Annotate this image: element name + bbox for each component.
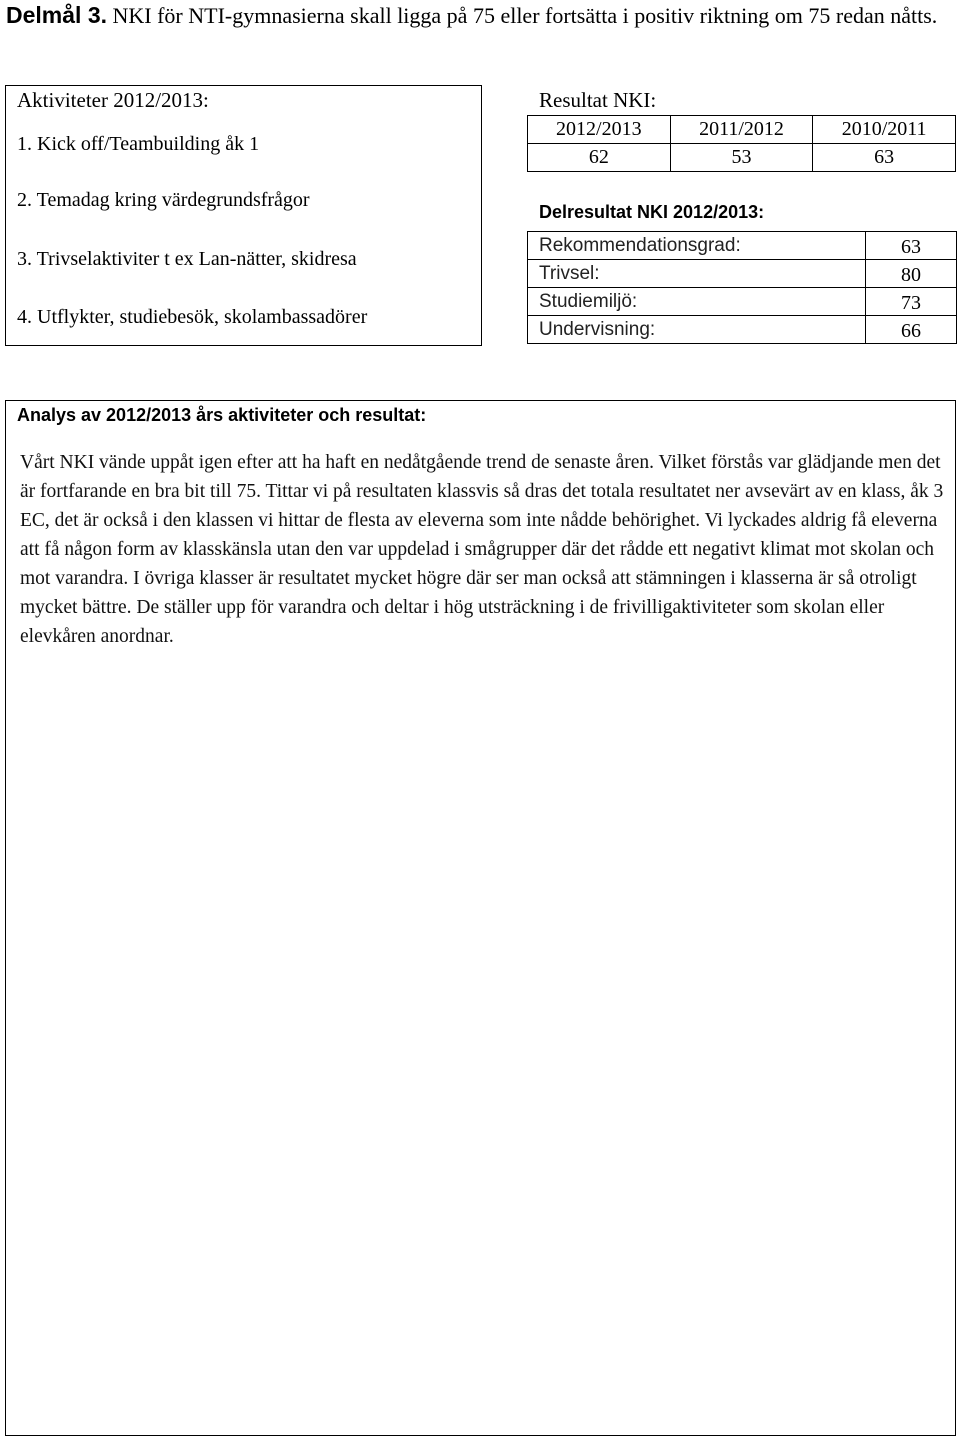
analysis-body: Vårt NKI vände uppåt igen efter att ha haft en nedåtgående trend de senaste åren. Vilket förstås var glädjande men det är fortfarande en bra bit till 75. Tittar vi på resultaten klassvis så dras det totala resultatet ner avsevärt av en klass, åk 3 EC, det är också i den klassen vi hittar de flesta av eleverna som inte nådde behörighet. Vi lyckades aldrig få eleverna att få någon form av klasskänsla utan den var uppdelad i smågrupper där det rådde ett negativt klimat mot skolan och mot varandra. I övriga klasser är resultatet mycket högre där ser man också att stämningen i klasserna är så otroligt mycket bättre. De ställer upp för varandra och deltar i hög utsträckning i de frivilligaktiviteter som skolan eller elevkåren anordnar. [20,452,944,647]
activity-item: 1. Kick off/Teambuilding åk 1 [17,133,260,155]
delresultat-row [528,288,957,316]
activities-title: Aktiviteter 2012/2013: [17,88,209,112]
nki-years-row [528,116,956,144]
delresultat-label: Undervisning: [528,316,866,344]
nki-results-table [527,115,956,172]
delresultat-label: Rekommendationsgrad: [528,232,866,260]
nki-year-cell: 2010/2011 [813,116,956,144]
delresultat-value: 73 [866,288,957,316]
nki-values-row [528,144,956,172]
delresultat-value: 80 [866,260,957,288]
delresultat-label: Studiemiljö: [528,288,866,316]
nki-value-cell: 62 [528,144,671,172]
activity-item: 4. Utflykter, studiebesök, skolambassadörer [17,306,368,328]
goal-heading [6,0,946,31]
goal-text: NKI för NTI-gymnasierna skall ligga på 75 eller fortsätta i positiv riktning om 75 redan nåtts. [112,3,938,28]
delresultat-value: 63 [866,232,957,260]
analysis-box [5,400,956,1436]
activity-item: 2. Temadag kring värdegrundsfrågor [17,189,310,211]
delresultat-title: Delresultat NKI 2012/2013: [539,202,765,222]
nki-year-cell: 2012/2013 [528,116,671,144]
delresultat-row [528,260,957,288]
nki-year-cell: 2011/2012 [670,116,813,144]
nki-results-title: Resultat NKI: [539,88,657,112]
goal-label: Delmål 3. [6,2,107,28]
delresultat-label: Trivsel: [528,260,866,288]
delresultat-row [528,316,957,344]
analysis-title: Analys av 2012/2013 års aktiviteter och resultat: [17,405,427,425]
delresultat-value: 66 [866,316,957,344]
nki-value-cell: 53 [670,144,813,172]
activity-item: 3. Trivselaktiviter t ex Lan-nätter, skidresa [17,248,357,270]
nki-value-cell: 63 [813,144,956,172]
delresultat-row [528,232,957,260]
activities-box [5,85,482,346]
delresultat-table [527,231,957,344]
